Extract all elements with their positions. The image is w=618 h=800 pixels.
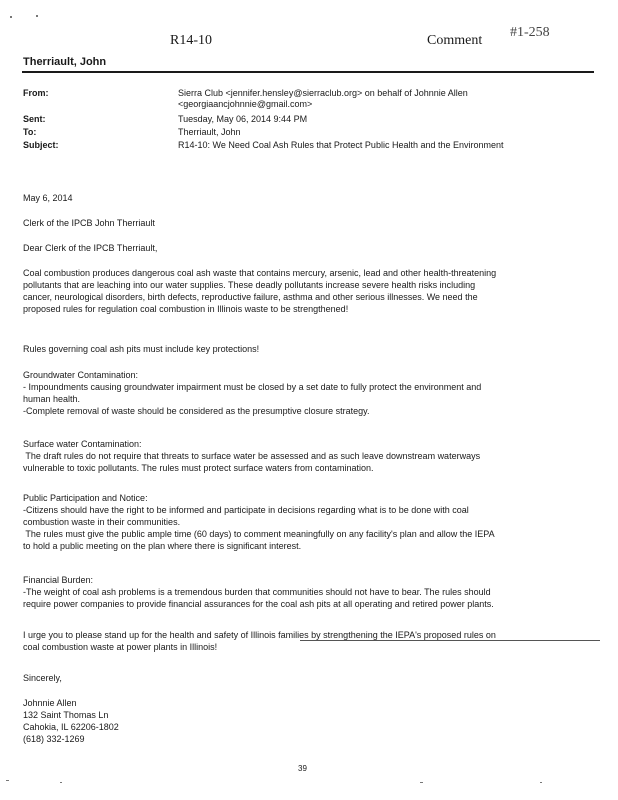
subject-value: R14-10: We Need Coal Ash Rules that Protect Public Health and the Environment [178, 140, 504, 150]
subject-label: Subject: [23, 140, 59, 150]
scan-speck [540, 782, 542, 783]
scan-underline-mark [300, 640, 600, 641]
section-line: - Impoundments causing groundwater impairment must be closed by a set date to fully protect the environment and [23, 382, 482, 392]
to-value: Therriault, John [178, 127, 241, 137]
from-value [178, 88, 468, 110]
section-line: The draft rules do not require that threats to surface water be assessed and as such leave downstream waterways [23, 451, 481, 461]
signature-block [23, 697, 593, 745]
section-line: -Citizens should have the right to be informed and participate in decisions regarding what is to be done with coal [23, 505, 469, 515]
to-label: To: [23, 127, 37, 137]
letter-salutation: Dear Clerk of the IPCB Therriault, [23, 243, 158, 253]
signature-name: Johnnie Allen [23, 698, 77, 708]
section-line: vulnerable to toxic pollutants. The rules must protect surface waters from contamination. [23, 463, 374, 473]
protections-intro: Rules governing coal ash pits must include key protections! [23, 344, 260, 354]
section-heading: Financial Burden: [23, 575, 94, 585]
section-line: human health. [23, 394, 81, 404]
signature-city: Cahokia, IL 62206-1802 [23, 722, 119, 732]
from-label: From: [23, 88, 49, 98]
intro-line: cancer, neurological disorders, birth defects, reproductive failure, asthma and other serious illnesses. We need the [23, 292, 478, 302]
scan-speck [6, 780, 9, 781]
section-line: require power companies to provide financial assurances for the coal ash pits at all operating and retired power plants. [23, 599, 494, 609]
section-line: The rules must give the public ample time (60 days) to comment meaningfully on any facility's plan and allow the IEPA [23, 529, 495, 539]
sent-label: Sent: [23, 114, 46, 124]
intro-paragraph [23, 267, 593, 315]
page-number: 39 [298, 764, 307, 773]
header-divider [22, 71, 594, 73]
letter-date: May 6, 2014 [23, 193, 73, 203]
section-line: to hold a public meeting on the plan where there is significant interest. [23, 541, 302, 551]
public-participation-section [23, 492, 593, 552]
signoff: Sincerely, [23, 673, 62, 683]
letter-recipient: Clerk of the IPCB John Therriault [23, 218, 155, 228]
from-value-line2: <georgiaancjohnnie@gmail.com> [178, 99, 313, 109]
scan-speck [60, 782, 62, 783]
comment-number: #1-258 [510, 25, 550, 40]
signature-phone: (618) 332-1269 [23, 734, 85, 744]
section-line: -Complete removal of waste should be considered as the presumptive closure strategy. [23, 406, 370, 416]
financial-burden-section [23, 574, 593, 610]
signature-street: 132 Saint Thomas Ln [23, 710, 109, 720]
intro-line: Coal combustion produces dangerous coal ash waste that contains mercury, arsenic, lead and other health-threatening [23, 268, 497, 278]
scan-speck [420, 782, 423, 783]
from-value-line1: Sierra Club <jennifer.hensley@sierraclub.org> on behalf of Johnnie Allen [178, 88, 468, 98]
scan-speck [36, 15, 38, 17]
sender-name: Therriault, John [23, 56, 107, 68]
comment-label: Comment [427, 33, 483, 48]
groundwater-section [23, 369, 593, 417]
section-line: -The weight of coal ash problems is a tremendous burden that communities should not have to bear. The rules should [23, 587, 491, 597]
section-heading: Surface water Contamination: [23, 439, 142, 449]
intro-line: pollutants that are leaching into our water supplies. These deadly pollutants increase severe health risks including [23, 280, 476, 290]
section-heading: Groundwater Contamination: [23, 370, 139, 380]
docket-number: R14-10 [170, 33, 212, 48]
scan-speck [10, 16, 12, 18]
section-line: combustion waste in their communities. [23, 517, 181, 527]
surface-water-section [23, 438, 593, 474]
closing-line: coal combustion waste at power plants in Illinois! [23, 642, 218, 652]
sent-value: Tuesday, May 06, 2014 9:44 PM [178, 114, 308, 124]
closing-appeal [23, 629, 593, 653]
intro-line: proposed rules for regulation coal combustion in Illinois waste to be strengthened! [23, 304, 349, 314]
section-heading: Public Participation and Notice: [23, 493, 148, 503]
closing-line: I urge you to please stand up for the health and safety of Illinois families by strengthening the IEPA's proposed rules on [23, 630, 496, 640]
